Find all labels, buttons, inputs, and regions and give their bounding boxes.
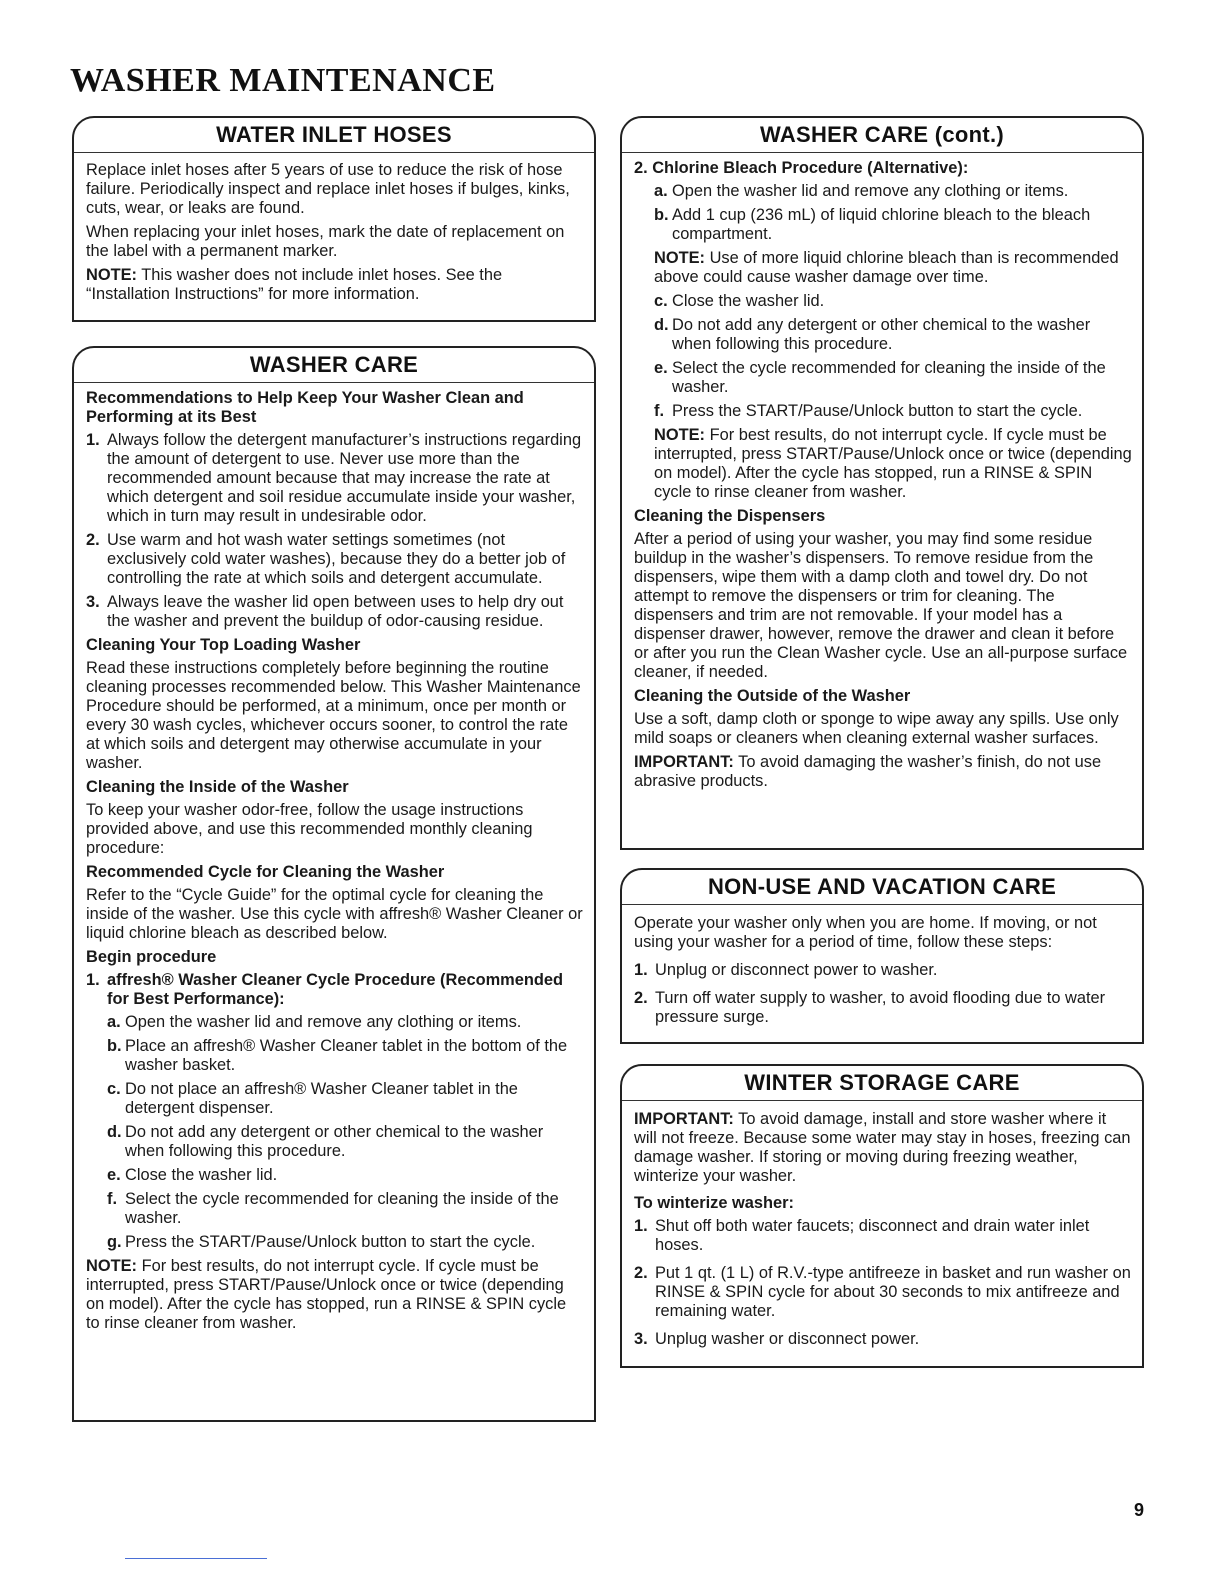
list-item-text: Put 1 qt. (1 L) of R.V.-type antifreeze in basket and run washer on RINSE & SPIN cycle for about 30 seconds to mix antifreeze and remaining water. [655, 1264, 1131, 1320]
paragraph: Refer to the “Cycle Guide” for the optimal cycle for cleaning the inside of the washer. Use this cycle with affresh® Washer Cleaner or liquid chlorine bleach as described below. [86, 886, 583, 942]
important-note [634, 1110, 1132, 1186]
step-letter: b. [107, 1037, 122, 1055]
step-text: Place an affresh® Washer Cleaner tablet in the bottom of the washer basket. [125, 1037, 568, 1074]
footer-divider [125, 1558, 267, 1559]
list-number: 2. [634, 989, 648, 1007]
step-item [654, 316, 1132, 354]
section-title: NON-USE AND VACATION CARE [622, 870, 1142, 905]
list-item [634, 961, 1132, 980]
recommendations-list [86, 431, 584, 631]
note-label: NOTE: [654, 249, 705, 267]
step-text: Do not add any detergent or other chemical to the washer when following this procedure. [672, 316, 1091, 353]
step-letter: f. [654, 402, 665, 420]
procedure-title: affresh® Washer Cleaner Cycle Procedure (Recommended for Best Performance): [107, 971, 563, 1008]
step-text: Select the cycle recommended for cleaning the inside of the washer. [125, 1190, 559, 1227]
step-item [654, 359, 1132, 397]
list-number: 1. [86, 971, 100, 989]
list-item [634, 989, 1132, 1027]
list-item [86, 593, 584, 631]
step-letter: b. [654, 206, 669, 224]
note-label: NOTE: [86, 1257, 137, 1275]
section-heading: Recommended Cycle for Cleaning the Washer [86, 863, 445, 881]
paragraph: After a period of using your washer, you may find some residue buildup in the washer’s dispensers. To remove residue from the dispensers, wipe them with a damp cloth and towel dry. Do not attempt to remove the dispensers or trim for cleaning. The dispensers and trim are not removable. If your model has a dispenser drawer, however, remove the drawer and clean it before or after you run the Clean Washer cycle. Use an all-purpose surface cleaner, if needed. [634, 530, 1128, 681]
list-number: 2. [634, 1264, 648, 1282]
list-number: 3. [634, 1330, 648, 1348]
step-letter: e. [107, 1166, 121, 1184]
step-letter: e. [654, 359, 668, 377]
steps-list [634, 961, 1132, 1027]
step-item [107, 1013, 584, 1032]
step-letter: f. [107, 1190, 118, 1208]
paragraph: Read these instructions completely before beginning the routine cleaning processes recommended below. This Washer Maintenance Procedure should be performed, at a minimum, once per month or every 30 wash cycles, whichever occurs sooner, to control the rate at which soils and detergent may otherwise accumulate in your washer. [86, 659, 581, 772]
procedure-steps [107, 1013, 584, 1252]
page-title: WASHER MAINTENANCE [70, 62, 496, 99]
step-item [107, 1037, 584, 1075]
note [86, 266, 584, 304]
section-heading: Begin procedure [86, 948, 217, 966]
step-item [654, 292, 1132, 311]
paragraph: Operate your washer only when you are home. If moving, or not using your washer for a period of time, follow these steps: [634, 914, 1097, 951]
list-item-text: Use warm and hot wash water settings sometimes (not exclusively cold water washes), because they do a better job of controlling the rate at which soils and detergent accumulate. [107, 531, 566, 587]
step-item [654, 206, 1132, 244]
step-text: Select the cycle recommended for cleaning the inside of the washer. [672, 359, 1106, 396]
list-item-text: Shut off both water faucets; disconnect and drain water inlet hoses. [655, 1217, 1090, 1254]
important-label: IMPORTANT: [634, 1110, 734, 1128]
step-text: Add 1 cup (236 mL) of liquid chlorine bleach to the bleach compartment. [672, 206, 1091, 243]
step-letter: g. [107, 1233, 122, 1251]
paragraph: Use a soft, damp cloth or sponge to wipe away any spills. Use only mild soaps or cleaners when cleaning external washer surfaces. [634, 710, 1119, 747]
list-item-text: Turn off water supply to washer, to avoid flooding due to water pressure surge. [655, 989, 1106, 1026]
note-label: NOTE: [86, 266, 137, 284]
list-item [634, 1264, 1132, 1321]
section-title: WINTER STORAGE CARE [622, 1066, 1142, 1101]
section-title: WATER INLET HOSES [74, 118, 594, 153]
section-heading: To winterize washer: [634, 1194, 794, 1212]
list-item-text: Always follow the detergent manufacturer’s instructions regarding the amount of detergent to use. Never use more than the recommended amount because that may increase the rate at which detergent and soil residue accumulate inside your washer, which in turn may result in undesirable odor. [107, 431, 582, 525]
step-item [107, 1190, 584, 1228]
important-text: To avoid damaging the washer’s finish, do not use abrasive products. [634, 753, 1102, 790]
step-item [107, 1166, 584, 1185]
step-letter: d. [107, 1123, 122, 1141]
list-number: 2. [86, 531, 100, 549]
list-item-text: Always leave the washer lid open between uses to help dry out the washer and prevent the buildup of odor-causing residue. [107, 593, 564, 630]
winter-storage-care-section [620, 1064, 1144, 1368]
paragraph: To keep your washer odor-free, follow the usage instructions provided above, and use this recommended monthly cleaning procedure: [86, 801, 533, 857]
step-item [654, 182, 1132, 201]
step-text: Close the washer lid. [125, 1166, 278, 1184]
list-number: 1. [634, 1217, 648, 1235]
steps-list [654, 292, 1132, 421]
non-use-vacation-care-section [620, 868, 1144, 1044]
washer-care-section [72, 346, 596, 1422]
step-letter: a. [107, 1013, 121, 1031]
step-letter: c. [107, 1080, 121, 1098]
list-item [86, 531, 584, 588]
note [86, 1257, 584, 1333]
list-item [634, 1217, 1132, 1255]
water-inlet-hoses-section [72, 116, 596, 322]
step-letter: a. [654, 182, 668, 200]
section-heading: Cleaning the Outside of the Washer [634, 687, 911, 705]
step-text: Press the START/Pause/Unlock button to start the cycle. [125, 1233, 536, 1251]
list-item [634, 1330, 1132, 1349]
step-text: Press the START/Pause/Unlock button to start the cycle. [672, 402, 1083, 420]
section-heading: Cleaning the Dispensers [634, 507, 826, 525]
washer-care-cont-section [620, 116, 1144, 850]
paragraph: When replacing your inlet hoses, mark the date of replacement on the label with a permanent marker. [86, 223, 565, 260]
section-title: WASHER CARE [74, 348, 594, 383]
step-item [107, 1123, 584, 1161]
paragraph: Replace inlet hoses after 5 years of use to reduce the risk of hose failure. Periodically inspect and replace inlet hoses if bulges, kinks, cuts, wear, or leaks are found. [86, 161, 570, 217]
list-item [86, 971, 584, 1252]
note-text: For best results, do not interrupt cycle. If cycle must be interrupted, press START/Pause/Unlock once or twice (depending on model). After the cycle has stopped, run a RINSE & SPIN cycle to rinse cleaner from washer. [654, 426, 1132, 501]
step-text: Do not place an affresh® Washer Cleaner tablet in the detergent dispenser. [125, 1080, 518, 1117]
step-item [654, 402, 1132, 421]
important-text: To avoid damage, install and store washer where it will not freeze. Because some water may stay in hoses, freezing can damage washer. If storing or moving during freezing weather, winterize your washer. [634, 1110, 1131, 1185]
note-text: This washer does not include inlet hoses. See the “Installation Instructions” for more information. [86, 266, 503, 303]
note-text: Use of more liquid chlorine bleach than is recommended above could cause washer damage over time. [654, 249, 1119, 286]
steps-list [634, 1217, 1132, 1349]
step-letter: d. [654, 316, 669, 334]
list-item-text: Unplug or disconnect power to washer. [655, 961, 938, 979]
page-number: 9 [1133, 1500, 1144, 1520]
procedure-steps [634, 182, 1132, 502]
section-heading: 2. Chlorine Bleach Procedure (Alternative): [634, 159, 969, 177]
section-heading: Cleaning the Inside of the Washer [86, 778, 349, 796]
note [654, 249, 1132, 287]
section-heading: Cleaning Your Top Loading Washer [86, 636, 361, 654]
important-label: IMPORTANT: [634, 753, 734, 771]
note [654, 426, 1132, 502]
step-item [107, 1233, 584, 1252]
list-number: 3. [86, 593, 100, 611]
step-item [107, 1080, 584, 1118]
important-note [634, 753, 1132, 791]
step-text: Do not add any detergent or other chemical to the washer when following this procedure. [125, 1123, 544, 1160]
note-text: For best results, do not interrupt cycle. If cycle must be interrupted, press START/Pause/Unlock once or twice (depending on model). After the cycle has stopped, run a RINSE & SPIN cycle to rinse cleaner from washer. [86, 1257, 567, 1332]
step-text: Open the washer lid and remove any clothing or items. [125, 1013, 522, 1031]
list-item-text: Unplug washer or disconnect power. [655, 1330, 920, 1348]
list-number: 1. [86, 431, 100, 449]
section-heading: Recommendations to Help Keep Your Washer Clean and Performing at its Best [86, 389, 524, 426]
step-text: Close the washer lid. [672, 292, 825, 310]
list-item [86, 431, 584, 526]
procedure-list [86, 971, 584, 1252]
note-label: NOTE: [654, 426, 705, 444]
steps-list [654, 182, 1132, 244]
section-title: WASHER CARE (cont.) [622, 118, 1142, 153]
list-number: 1. [634, 961, 648, 979]
step-text: Open the washer lid and remove any clothing or items. [672, 182, 1069, 200]
step-letter: c. [654, 292, 668, 310]
